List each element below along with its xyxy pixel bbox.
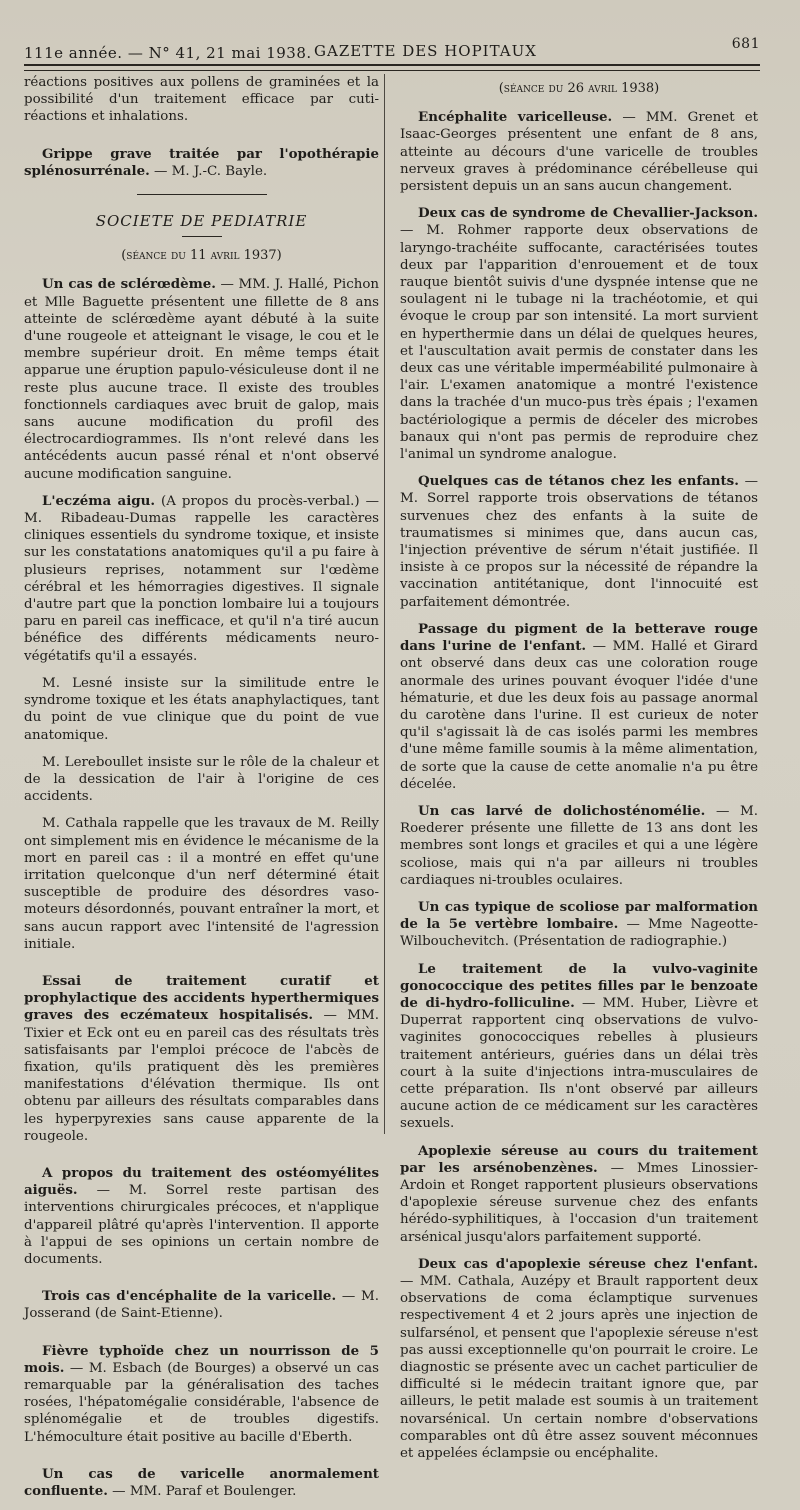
page-number: 681 bbox=[731, 36, 760, 52]
issue-line: 111e année. — N° 41, 21 mai 1938. bbox=[24, 44, 312, 62]
paragraph-heading: Essai de traitement curatif et prophylactique des accidents hyperthermiques graves des eczémateux hospitalisés. bbox=[24, 972, 379, 1024]
left-column bbox=[24, 74, 379, 1510]
header-rule-thin bbox=[24, 70, 760, 71]
paragraph-heading: Deux cas de syndrome de Chevallier-Jackson. bbox=[418, 205, 758, 222]
paragraph-heading: Apoplexie séreuse au cours du traitement par les arsénobenzènes. bbox=[400, 1142, 758, 1176]
paragraph: M. Lesné insiste sur la similitude entre le syndrome toxique et les états anaphylactiques, tant du point de vue clinique que du point de vue anatomique. bbox=[24, 675, 379, 743]
paragraph-heading: Un cas larvé de dolichosténomélie. bbox=[418, 802, 706, 819]
paragraph: Grippe grave traitée par l'opothérapie splénosurrénale. — M. J.-C. Bayle. bbox=[24, 145, 379, 179]
session-date: (séance du 26 avril 1938) bbox=[498, 81, 660, 96]
short-rule bbox=[182, 236, 222, 237]
paragraph-heading: Fièvre typhoïde chez un nourrisson de 5 mois. bbox=[24, 1342, 379, 1376]
right-column bbox=[400, 74, 758, 1472]
paragraph: Essai de traitement curatif et prophylactique des accidents hyperthermiques graves des eczémateux hospitalisés. — MM. Tixier et Eck ont eu en pareil cas des résultats très satisfaisants par l'emploi précoce de l'abcès de fixation, qu'ils pratiquent dès les premières manifestations d'élévation thermique. Ils ont obtenu par ailleurs des résultats comparables dans les hyperpyrexies sans cause apparente de la rougeole. bbox=[24, 972, 379, 1144]
paragraph: Encéphalite varicelleuse. — MM. Grenet et Isaac-Georges présentent une enfant de 8 ans, atteinte au décours d'une varicelle de troubles nerveux graves à prédominance cérébelleuse qui persistent depuis un an sans aucun changement. bbox=[400, 109, 758, 195]
paragraph-heading: A propos du traitement des ostéomyélites aiguës. bbox=[24, 1164, 379, 1199]
paragraph-heading: Quelques cas de tétanos chez les enfants. bbox=[418, 473, 739, 490]
paragraph: réactions positives aux pollens de graminées et la possibilité d'un traitement efficace par cuti-réactions et inhalations. bbox=[24, 75, 379, 125]
paragraph: Fièvre typhoïde chez un nourrisson de 5 mois. — M. Esbach (de Bourges) a observé un cas remarquable par la généralisation des taches rosées, l'hépatomégalie considérable, l'absence de splénomégalie et de troubles digestifs. L'hémoculture était positive au bacille d'Eberth. bbox=[24, 1342, 379, 1445]
paragraph-heading: Trois cas d'encéphalite de la varicelle. bbox=[42, 1288, 337, 1305]
journal-title: GAZETTE DES HOPITAUX bbox=[314, 42, 537, 60]
paragraph-heading: Encéphalite varicelleuse. bbox=[418, 109, 613, 126]
paragraph-heading: L'eczéma aigu. bbox=[42, 492, 156, 509]
paragraph: M. Cathala rappelle que les travaux de M. Reilly ont simplement mis en évidence le mécanisme de la mort en pareil cas : il a montré en effet qu'une irritation quelconque d'un nerf déterminé était susceptible de produire des désordres vaso-moteurs désordonnés, pouvant entraîner la mort, et sans aucun rapport avec l'intensité de l'agression initiale. bbox=[24, 816, 379, 952]
page-header bbox=[24, 36, 760, 64]
paragraph: Quelques cas de tétanos chez les enfants. — M. Sorrel rapporte trois observations de tétanos survenues chez des enfants à la suite de traumatismes si minimes que, dans aucun cas, l'injection préventive de sérum n'était justifiée. Il insiste à ce propos sur la nécessité de répandre la vaccination antitétanique, dont l'innocuité est parfaitement démontrée. bbox=[400, 473, 758, 610]
paragraph: Trois cas d'encéphalite de la varicelle. — M. Josserand (de Saint-Etienne). bbox=[24, 1288, 379, 1322]
paragraph: A propos du traitement des ostéomyélites aiguës. — M. Sorrel reste partisan des interventions chirurgicales précoces, et n'applique d'appareil plâtré qu'après l'intervention. Il apporte à l'appui de ses opinions un certain nombre de documents. bbox=[24, 1164, 379, 1267]
paragraph: Deux cas d'apoplexie séreuse chez l'enfant. — MM. Cathala, Auzépy et Brault rapportent deux observations de coma éclamptique survenues respectivement 4 et 2 jours après une injection de sulfarsénol, et pensent que l'apoplexie séreuse n'est pas aussi exceptionnelle qu'on pourrait le croire. Le diagnostic se présente avec un cachet particulier de difficulté si le médecin traitant ignore que, par ailleurs, le petit malade est soumis à un traitement novarsénical. Un certain nombre d'observations comparables ont dû être assez souvent méconnues et appelées éclampsie ou encéphalite. bbox=[400, 1255, 758, 1462]
paragraph: Le traitement de la vulvo-vaginite gonococcique des petites filles par le benzoate de di-hydro-folliculine. — MM. Huber, Lièvre et Duperrat rapportent cinq observations de vulvo-vaginites gonococciques rebelles à plusieurs traitement antérieurs, guéries dans un délai très court à la suite d'injections intra-musculaires de cette préparation. Ils n'ont observé par ailleurs aucune action de ce médicament sur les caractères sexuels. bbox=[400, 960, 758, 1132]
paragraph-heading: Passage du pigment de la betterave rouge dans l'urine de l'enfant. bbox=[400, 620, 758, 655]
paragraph-heading: Grippe grave traitée par l'opothérapie splénosurrénale. bbox=[24, 145, 379, 179]
paragraph: Un cas larvé de dolichosténomélie. — M. Roederer présente une fillette de 13 ans dont les membres sont longs et graciles et qui a une légère scoliose, mais qui n'a par ailleurs ni troubles cardiaques ni-troubles oculaires. bbox=[400, 802, 758, 888]
paragraph: Passage du pigment de la betterave rouge dans l'urine de l'enfant. — MM. Hallé et Girard ont observé dans deux cas une coloration rouge anormale des urines pouvant évoquer l'idée d'une hématurie, et due les deux fois au passage anormal du carotène dans l'urine. Il est curieux de noter qu'il s'agissait là de cas isolés parmi les membres d'une même famille soumis à la même alimentation, de sorte que la cause de cette anomalie n'a pu être décelée. bbox=[400, 620, 758, 792]
paragraph: Deux cas de syndrome de Chevallier-Jackson. — M. Rohmer rapporte deux observations de laryngo-trachéite suffocante, caractérisées toutes deux par l'apparition d'enrouement et de toux rauque bientôt suivis d'une dyspnée intense que ne soulagent ni le tubage ni la trachéotomie, et qui évoque le croup par son intensité. La mort survient en hyperthermie dans un délai de quelques heures, et l'auscultation avait permis de constater dans les deux cas une véritable imperméabilité pulmonaire à l'air. L'examen anatomique a montré l'existence dans la trachée d'un muco-pus très épais ; l'examen bactériologique a permis de déceler des microbes banaux qui n'ont pas permis de reproduire chez l'animal un syndrome analogue. bbox=[400, 205, 758, 463]
society-heading: SOCIETE DE PEDIATRIE bbox=[95, 212, 308, 231]
session-date: (séance du 11 avril 1937) bbox=[121, 248, 282, 264]
paragraph: Un cas de sclérœdème. — MM. J. Hallé, Pichon et Mlle Baguette présentent une fillette de 8 ans atteinte de sclérœdème ayant débuté à la suite d'une rougeole et atteignant le visage, le cou et le membre supérieur droit. En même temps était apparue une éruption papulo-vésiculeuse dont il ne reste plus aucune trace. Il existe des troubles fonctionnels cardiaques avec bruit de galop, mais sans aucune modification du profil des électrocardiogrammes. Ils n'ont relevé dans les antécédents aucun passé rénal et n'ont observé aucune modification sanguine. bbox=[24, 276, 380, 482]
column-divider bbox=[384, 74, 385, 1134]
paragraph: L'eczéma aigu. (A propos du procès-verbal.) — M. Ribadeau-Dumas rappelle les caractères cliniques essentiels du syndrome toxique, et insiste sur les constatations anatomiques qu'il a pu faire à plusieurs reprises, notamment sur l'œdème cérébral et les hémorragies digestives. Il signale d'autre part que la ponction lombaire lui a toujours paru en pareil cas inefficace, et qu'il n'a tiré aucun bénéfice des différents médicaments neuro-végétatifs qu'il a essayés. bbox=[24, 492, 379, 664]
paragraph-heading: Un cas de varicelle anormalement confluente. bbox=[24, 1465, 379, 1500]
paragraph: Apoplexie séreuse au cours du traitement par les arsénobenzènes. — Mmes Linossier-Ardoin et Ronget rapportent plusieurs observations d'apoplexie séreuse survenue chez des enfants hérédo-syphilitiques, à l'occasion d'un traitement arsénical jusqu'alors parfaitement supporté. bbox=[400, 1142, 758, 1245]
paragraph-heading: Un cas de sclérœdème. bbox=[42, 276, 216, 293]
section-rule bbox=[137, 194, 267, 195]
paragraph: M. Lereboullet insiste sur le rôle de la chaleur et de la dessication de l'air à l'origine de ces accidents. bbox=[24, 754, 379, 805]
paragraph: Un cas de varicelle anormalement confluente. — MM. Paraf et Boulenger. bbox=[24, 1465, 379, 1500]
paragraph: Un cas typique de scoliose par malformation de la 5e vertèbre lombaire. — Mme Nageotte-Wilbouchevitch. (Présentation de radiographie.) bbox=[400, 898, 758, 950]
header-rule bbox=[24, 64, 760, 66]
paragraph-heading: Le traitement de la vulvo-vaginite gonococcique des petites filles par le benzoate de di-hydro-folliculine. bbox=[400, 960, 758, 1011]
paragraph-heading: Deux cas d'apoplexie séreuse chez l'enfant. bbox=[418, 1255, 758, 1272]
paragraph-heading: Un cas typique de scoliose par malformation de la 5e vertèbre lombaire. bbox=[400, 898, 758, 933]
